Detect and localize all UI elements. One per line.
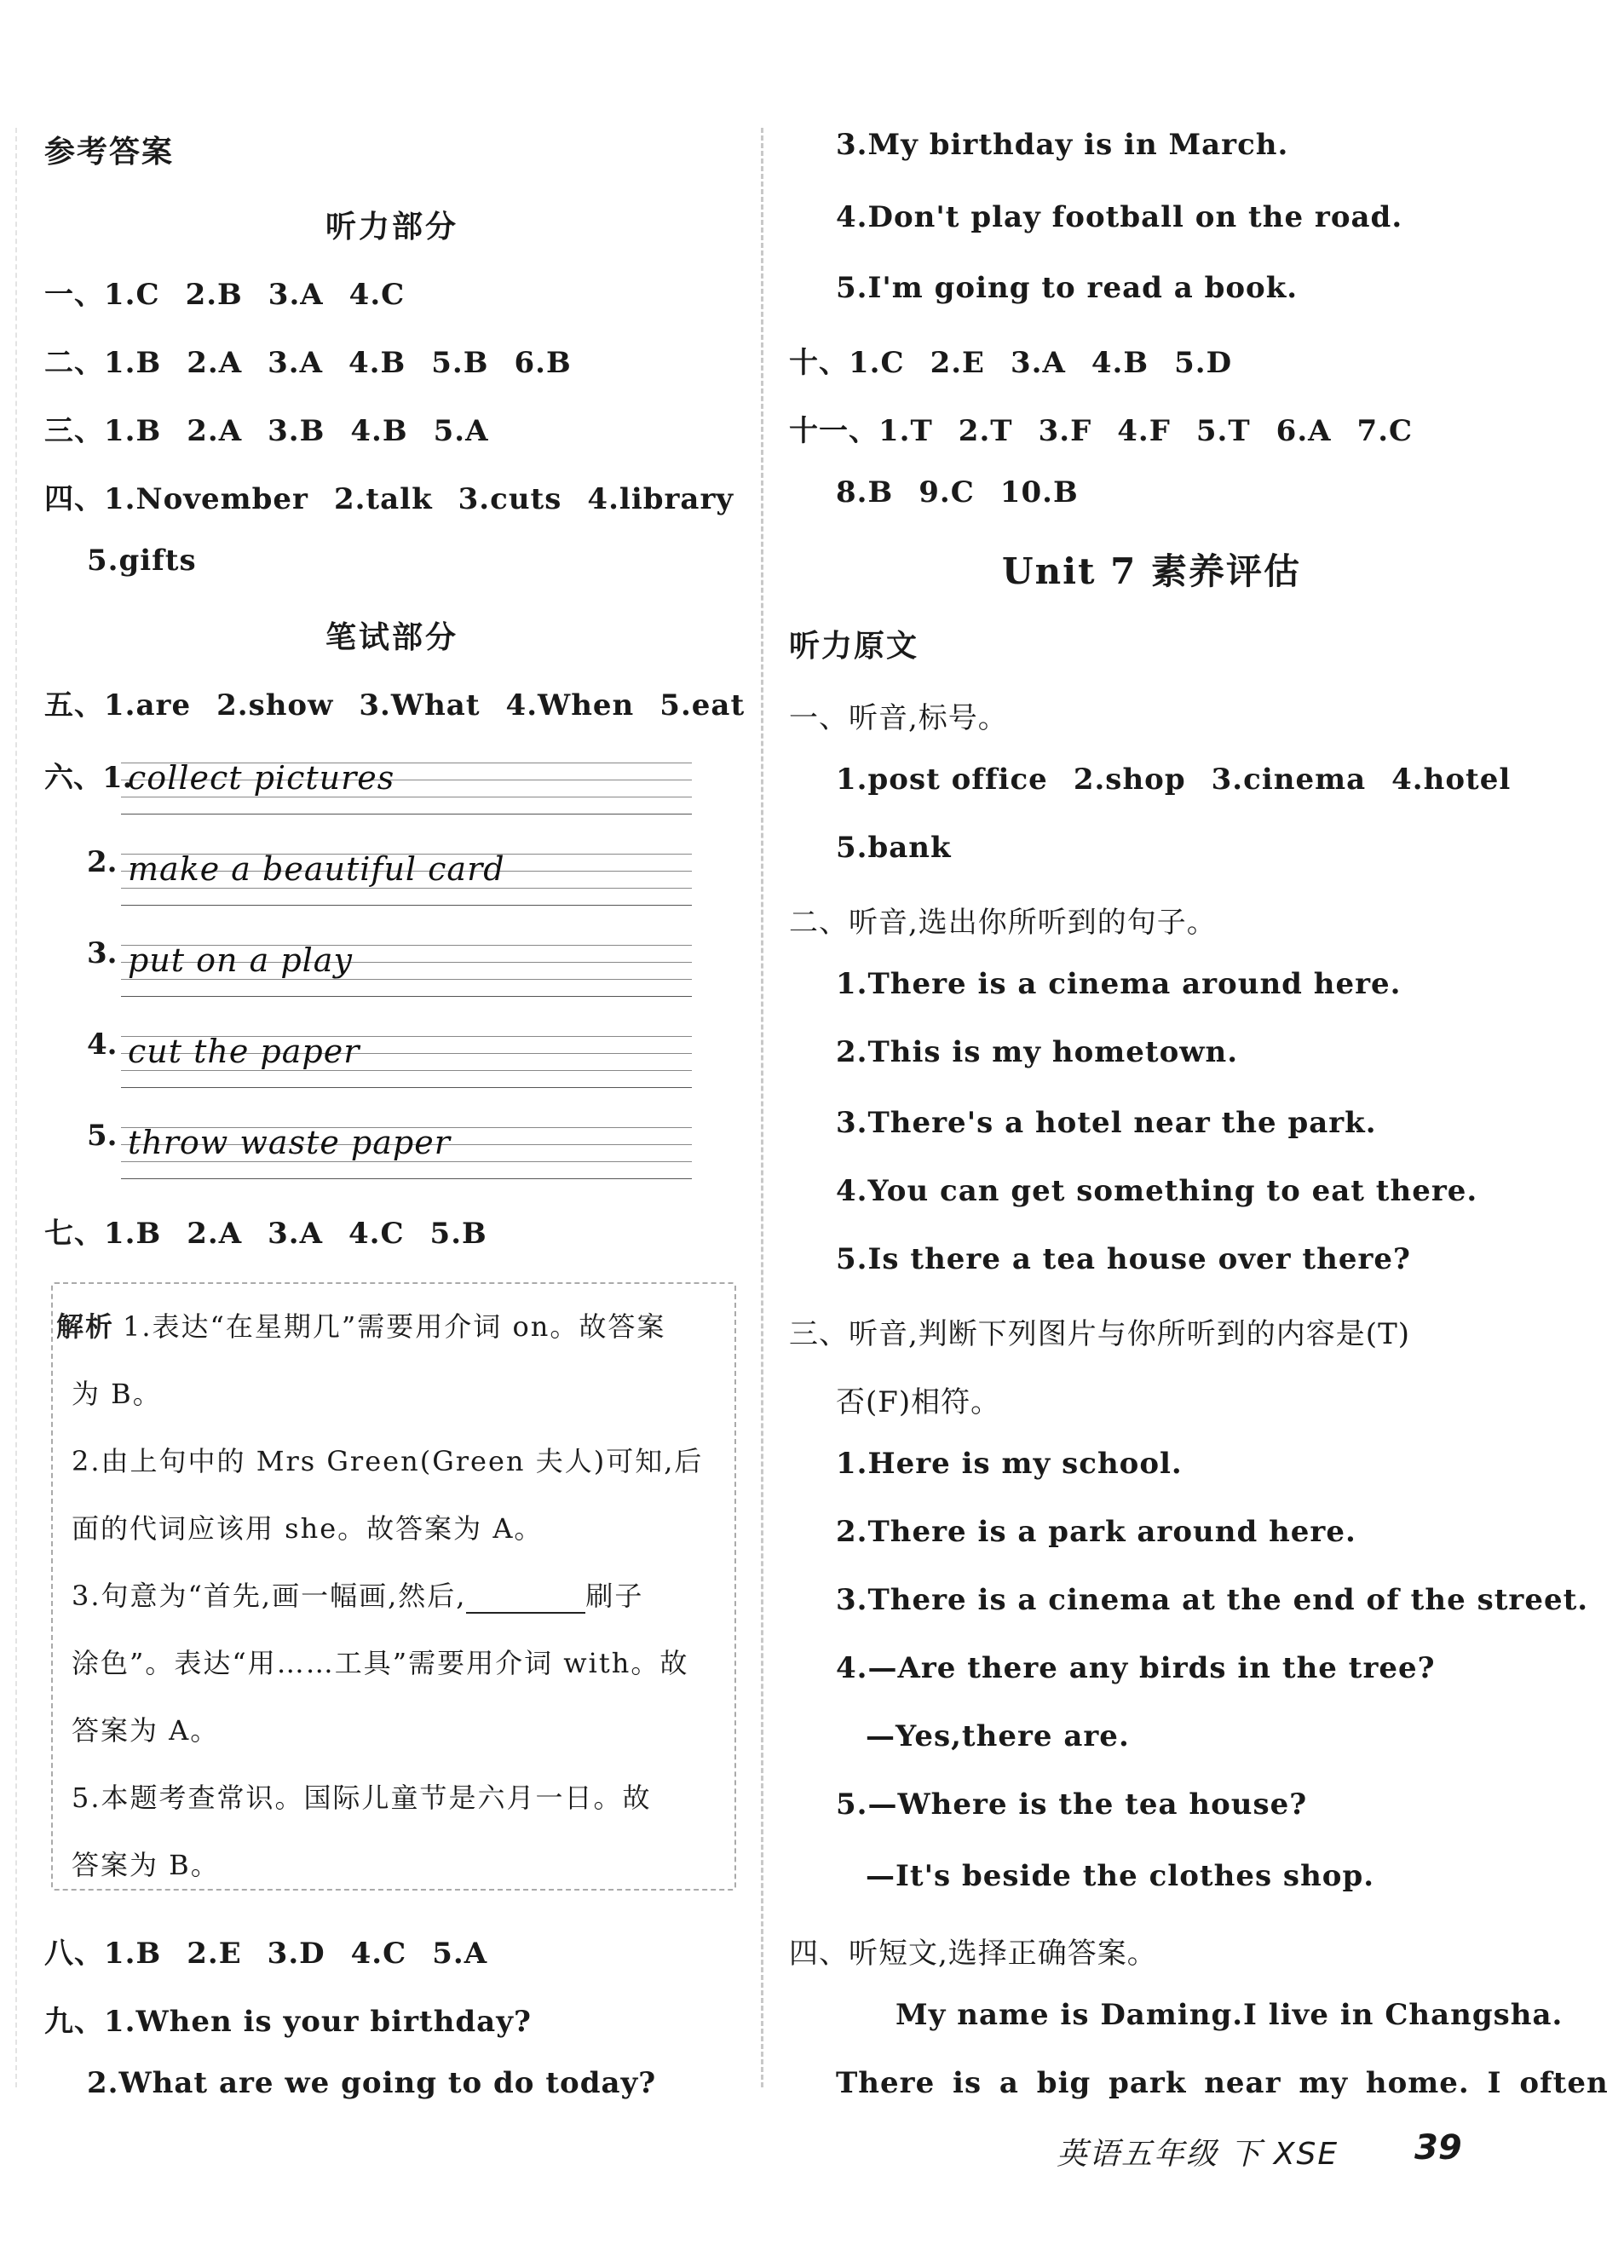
answer-row-11: 十一、1.T 2.T 3.F 4.F 5.T 6.A 7.C bbox=[789, 414, 1414, 448]
explanation-line: 解析 1.表达“在星期几”需要用介词 on。故答案 bbox=[56, 1310, 666, 1343]
section-title: 三、听音,判断下列图片与你所听到的内容是(T) bbox=[789, 1317, 1411, 1351]
passage-line: My name is Daming.I live in Changsha. bbox=[896, 1998, 1564, 2032]
explanation-line: 2.由上句中的 Mrs Green(Green 夫人)可知,后 bbox=[72, 1445, 704, 1477]
footer-label: 英语五年级 下 XSE bbox=[1057, 2137, 1339, 2172]
handwritten-answer: cut the paper bbox=[128, 1033, 360, 1070]
passage-line: There is a big park near my home. I often bbox=[836, 2066, 1609, 2100]
answer-row-4-cont: 5.gifts bbox=[87, 544, 197, 578]
handwritten-answer: make a beautiful card bbox=[128, 850, 505, 888]
script-line: 1.There is a cinema around here. bbox=[836, 967, 1402, 1001]
handwritten-answer: throw waste paper bbox=[128, 1124, 451, 1161]
answer-line: 3.My birthday is in March. bbox=[836, 128, 1289, 162]
script-line: —It's beside the clothes shop. bbox=[866, 1859, 1375, 1893]
script-header: 听力原文 bbox=[789, 628, 919, 664]
script-line: —Yes,there are. bbox=[866, 1719, 1130, 1753]
explanation-line: 为 B。 bbox=[72, 1378, 162, 1410]
handwritten-answer: collect pictures bbox=[128, 759, 395, 797]
script-line: 1.Here is my school. bbox=[836, 1447, 1183, 1481]
script-row: 1.post office 2.shop 3.cinema 4.hotel bbox=[836, 763, 1512, 797]
section-title: 一、听音,标号。 bbox=[789, 701, 1008, 735]
explanation-tag: 解析 bbox=[56, 1310, 115, 1343]
script-line: 4.—Are there any birds in the tree? bbox=[836, 1651, 1436, 1685]
edge-guide bbox=[15, 128, 17, 2087]
row-prefix: 六、1. bbox=[44, 761, 133, 795]
handwriting-row: 4. cut the paper bbox=[44, 1028, 692, 1087]
handwritten-answer: put on a play bbox=[128, 941, 353, 979]
handwriting-row bbox=[44, 754, 692, 814]
script-line: 5.Is there a tea house over there? bbox=[836, 1242, 1411, 1276]
unit-title: Unit 7 素养评估 bbox=[1002, 550, 1301, 592]
explanation-box bbox=[51, 1282, 736, 1891]
blank-line bbox=[466, 1586, 585, 1614]
section-title: 二、听音,选出你所听到的句子。 bbox=[789, 906, 1217, 940]
explanation-line: 涂色”。表达“用……工具”需要用介词 with。故 bbox=[72, 1647, 689, 1679]
script-line: 5.—Where is the tea house? bbox=[836, 1787, 1308, 1822]
answer-line: 4.Don't play football on the road. bbox=[836, 200, 1403, 234]
answer-row-8: 八、1.B 2.E 3.D 4.C 5.A bbox=[44, 1937, 488, 1971]
script-line: 2.This is my hometown. bbox=[836, 1035, 1239, 1069]
page-number: 39 bbox=[1414, 2128, 1462, 2167]
column-divider bbox=[761, 128, 763, 2087]
script-line: 3.There's a hotel near the park. bbox=[836, 1106, 1377, 1140]
answer-row-2: 二、1.B 2.A 3.A 4.B 5.B 6.B bbox=[44, 346, 572, 380]
answer-row-5: 五、1.are 2.show 3.What 4.When 5.eat bbox=[44, 688, 746, 722]
handwriting-row: 3. put on a play bbox=[44, 936, 692, 996]
script-line: 3.There is a cinema at the end of the street. bbox=[836, 1583, 1589, 1617]
written-header: 笔试部分 bbox=[325, 619, 459, 655]
section-title-cont: 否(F)相符。 bbox=[836, 1385, 1001, 1419]
answer-row-10: 十、1.C 2.E 3.A 4.B 5.D bbox=[789, 346, 1233, 380]
answer-row-9-cont: 2.What are we going to do today? bbox=[87, 2066, 657, 2100]
script-row: 5.bank bbox=[836, 831, 952, 865]
script-line: 2.There is a park around here. bbox=[836, 1515, 1356, 1549]
handwriting-row: 2. make a beautiful card bbox=[44, 845, 692, 905]
section-title: 四、听短文,选择正确答案。 bbox=[789, 1937, 1157, 1971]
explanation-line: 5.本题考查常识。国际儿童节是六月一日。故 bbox=[72, 1782, 652, 1814]
explanation-line: 3.句意为“首先,画一幅画,然后, 刷子 bbox=[72, 1580, 644, 1612]
answer-row-7: 七、1.B 2.A 3.A 4.C 5.B bbox=[44, 1217, 487, 1251]
answer-row-4: 四、1.November 2.talk 3.cuts 4.library bbox=[44, 482, 734, 516]
answers-title: 参考答案 bbox=[44, 134, 175, 170]
answer-row-3: 三、1.B 2.A 3.B 4.B 5.A bbox=[44, 414, 489, 448]
answer-row-1: 一、1.C 2.B 3.A 4.C bbox=[44, 278, 406, 312]
explanation-line: 答案为 B。 bbox=[72, 1849, 220, 1881]
answer-line: 5.I'm going to read a book. bbox=[836, 271, 1299, 305]
answer-row-9: 九、1.When is your birthday? bbox=[44, 2005, 532, 2039]
handwriting-row: 5. throw waste paper bbox=[44, 1119, 692, 1178]
script-line: 4.You can get something to eat there. bbox=[836, 1174, 1478, 1208]
explanation-line: 面的代词应该用 she。故答案为 A。 bbox=[72, 1512, 544, 1545]
answer-row-11-cont: 8.B 9.C 10.B bbox=[836, 475, 1079, 509]
explanation-line: 答案为 A。 bbox=[72, 1714, 220, 1747]
listening-header: 听力部分 bbox=[325, 209, 459, 245]
